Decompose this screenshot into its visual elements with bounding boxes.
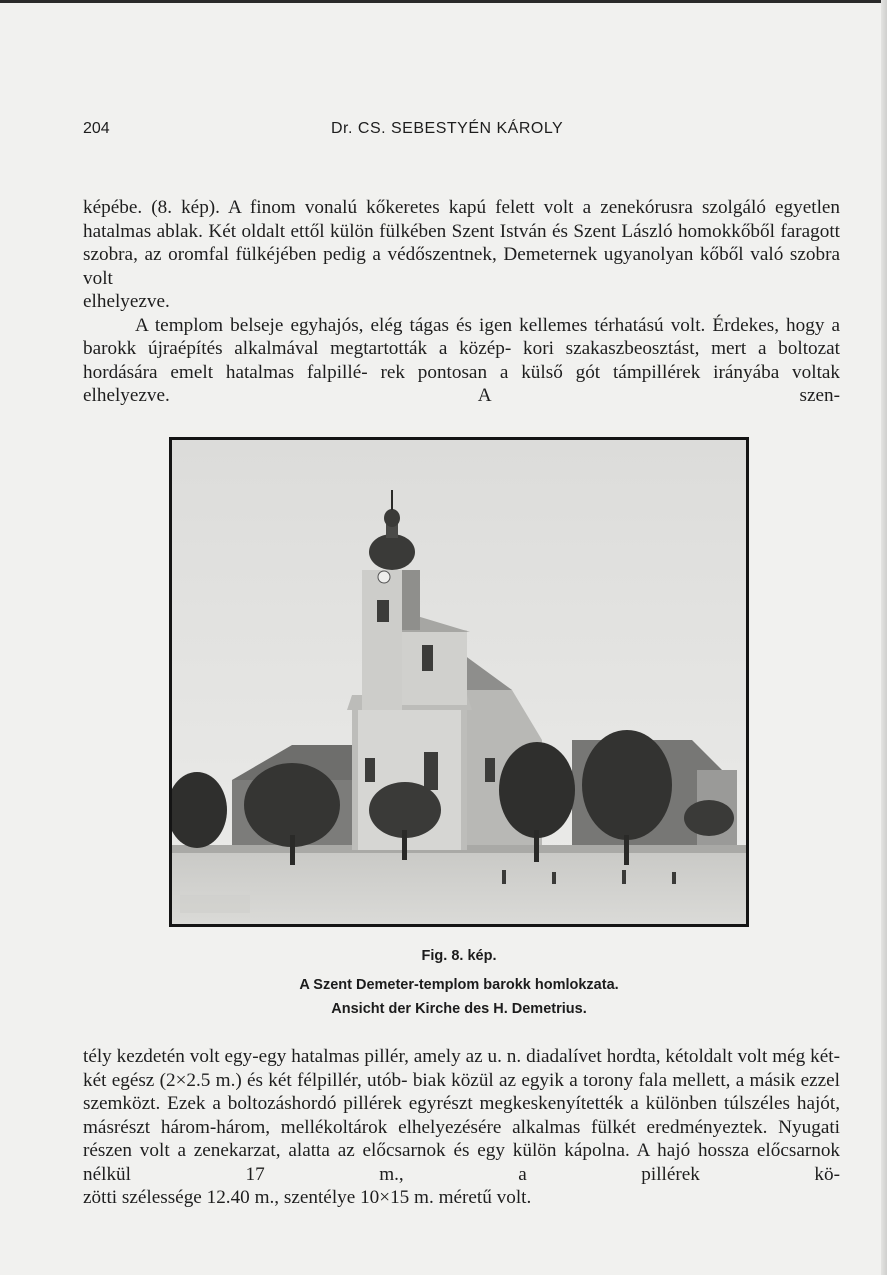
text-line: volt. Érdekes, hogy a barokk újraépítés alkalmával megtartották a közép- bbox=[83, 314, 841, 359]
running-title: Dr. CS. SEBESTYÉN KÁROLY bbox=[331, 120, 564, 137]
text-line: hordta, kétoldalt volt még két-két egész (2×2.5 m.) és két félpillér, utób- bbox=[83, 1046, 841, 1091]
figure-caption-hungarian: A Szent Demeter-templom barokk homlokzata. bbox=[299, 977, 619, 993]
running-head bbox=[83, 120, 843, 142]
paragraph-3-end bbox=[83, 1186, 840, 1210]
page-top-rule bbox=[0, 0, 887, 3]
paragraph-2 bbox=[83, 314, 840, 408]
text-line: rek pontosan a külső gót támpillérek irányába voltak elhelyezve. A szen- bbox=[83, 361, 841, 406]
text-line: egy külön kápolna. A hajó hossza előcsarnok nélkül 17 m., a pillérek kö- bbox=[83, 1140, 841, 1185]
church-photo-image bbox=[172, 440, 746, 924]
text-line: boltozáshordó pillérek egyrészt megkeskenyítették a különben túlszéles bbox=[227, 1093, 790, 1114]
paragraph-3 bbox=[83, 1045, 840, 1186]
bottom-text-block bbox=[83, 1045, 840, 1210]
text-line: szolgáló egyetlen hatalmas ablak. Két oldalt ettől külön fülkében Szent bbox=[83, 197, 841, 242]
page-number: 204 bbox=[83, 120, 110, 137]
text-line: zötti szélessége 12.40 m., szentélye 10×15 m. méretű volt. bbox=[83, 1187, 532, 1208]
text-line: kori szakaszbeosztást, mert a boltozat hordására emelt hatalmas falpillé- bbox=[83, 338, 840, 383]
text-line: pedig a védőszentnek, Demeternek ugyanolyan kőből való szobra volt bbox=[83, 244, 841, 289]
text-line: tély kezdetén volt egy-egy hatalmas pillér, amely az u. n. diadalívet bbox=[83, 1046, 602, 1067]
text-line: képébe. (8. kép). A finom vonalú kőkeretes kapú felett volt a zenekórusra bbox=[83, 197, 693, 218]
text-line: elhelyezve. bbox=[83, 291, 170, 312]
text-line: István és Szent László homokkőből faragott szobra, az oromfal fülkéjében bbox=[83, 220, 841, 265]
church-photo bbox=[169, 437, 749, 927]
page-edge-shadow bbox=[881, 0, 887, 1275]
paragraph-1-end bbox=[83, 290, 840, 314]
paragraph-1 bbox=[83, 196, 840, 290]
text-line: A templom belseje egyhajós, elég tágas és igen kellemes térhatású bbox=[135, 314, 664, 336]
text-line: eredményeztek. Nyugati részen volt a zenekarzat, alatta az előcsarnok és bbox=[83, 1116, 841, 1161]
figure-label: Fig. 8. kép. bbox=[421, 948, 497, 964]
text-line: biak közül az egyik a torony fala mellett, a másik ezzel szemközt. Ezek a bbox=[83, 1069, 841, 1114]
figure-caption-german: Ansicht der Kirche des H. Demetrius. bbox=[331, 1001, 587, 1017]
text-line: hajót, másrészt három-három, mellékoltárok elhelyezésére alkalmas fülkét bbox=[83, 1093, 841, 1138]
top-text-block bbox=[83, 196, 840, 408]
